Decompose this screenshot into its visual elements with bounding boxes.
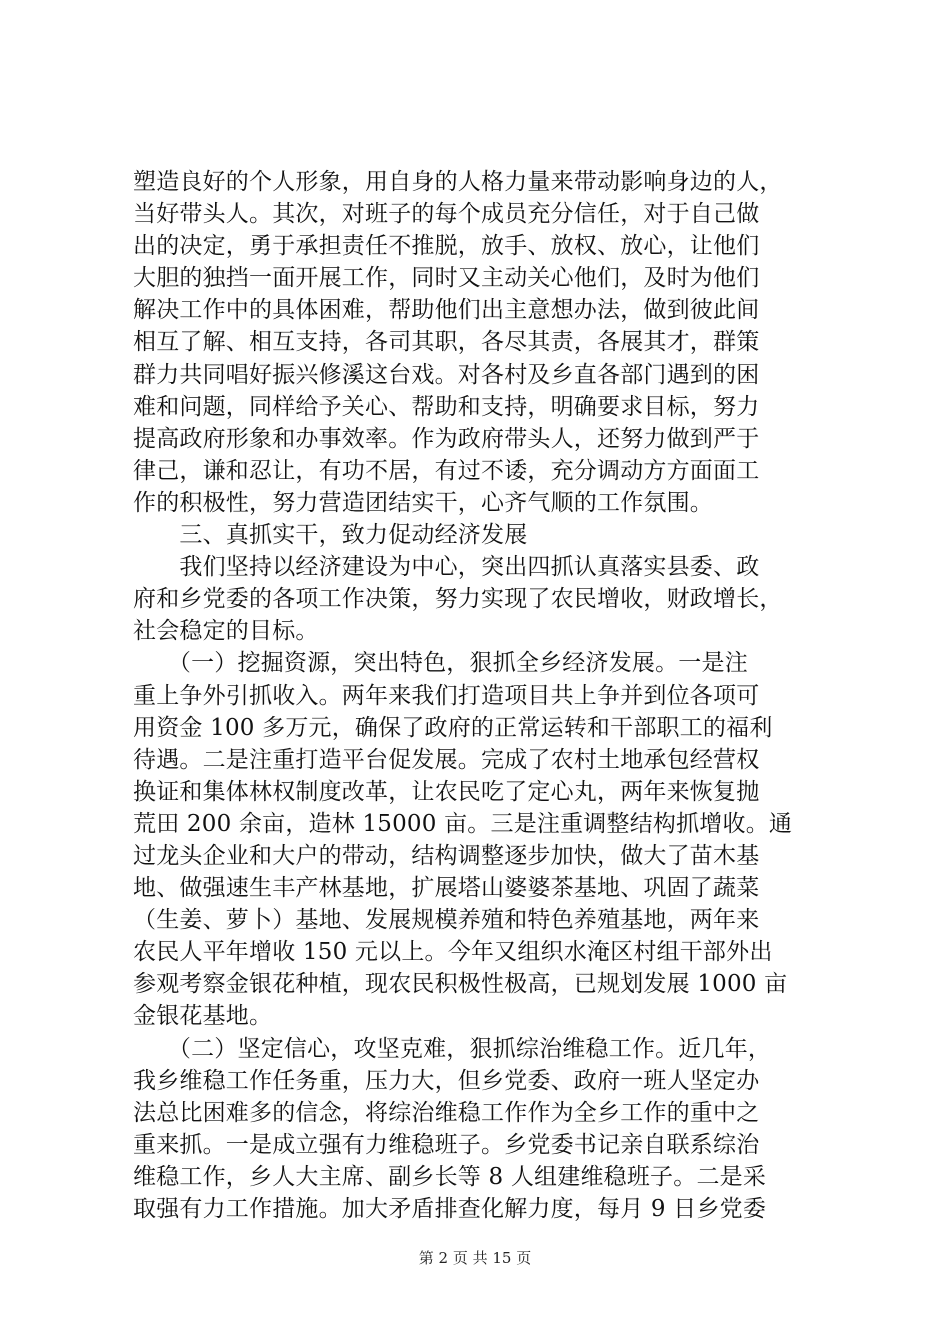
text-line: 社会稳定的目标。 bbox=[133, 618, 319, 645]
text-line: 当好带头人。其次，对班子的每个成员充分信任，对于自己做 bbox=[133, 201, 760, 228]
text-line: 重上争外引抓收入。两年来我们打造项目共上争并到位各项可 bbox=[133, 682, 760, 709]
text-line: （一）挖掘资源，突出特色，狠抓全乡经济发展。一是注 bbox=[133, 650, 748, 677]
text-line: 我们坚持以经济建设为中心，突出四抓认真落实县委、政 bbox=[133, 554, 760, 581]
text-line: 作的积极性，努力营造团结实干，心齐气顺的工作氛围。 bbox=[133, 489, 713, 516]
body-text bbox=[133, 166, 833, 1225]
text-line: 群力共同唱好振兴修溪这台戏。对各村及乡直各部门遇到的困 bbox=[133, 361, 760, 388]
text-line: （生姜、萝卜）基地、发展规模养殖和特色养殖基地，两年来 bbox=[133, 907, 760, 934]
section-heading: 三、真抓实干，致力促动经济发展 bbox=[133, 522, 528, 549]
text-line: 重来抓。一是成立强有力维稳班子。乡党委书记亲自联系综治 bbox=[133, 1131, 760, 1158]
text-line: 我乡维稳工作任务重，压力大，但乡党委、政府一班人坚定办 bbox=[133, 1067, 760, 1094]
text-line: 律己，谦和忍让，有功不居，有过不诿，充分调动方方面面工 bbox=[133, 457, 760, 484]
text-line: （二）坚定信心，攻坚克难，狠抓综治维稳工作。近几年， bbox=[133, 1035, 772, 1062]
text-line: 塑造良好的个人形象，用自身的人格力量来带动影响身边的人， bbox=[133, 169, 783, 195]
text-line: 解决工作中的具体困难，帮助他们出主意想办法，做到彼此间 bbox=[133, 297, 760, 324]
page-number-footer: 第 2 页 共 15 页 bbox=[418, 1249, 532, 1267]
text-line: 提高政府形象和办事效率。作为政府带头人，还努力做到严于 bbox=[133, 425, 760, 452]
text-line: 维稳工作，乡人大主席、副乡长等 8 人组建维稳班子。二是采 bbox=[133, 1163, 767, 1190]
text-line: 农民人平年增收 150 元以上。今年又组织水淹区村组干部外出 bbox=[133, 939, 773, 966]
text-line: 法总比困难多的信念，将综治维稳工作作为全乡工作的重中之 bbox=[133, 1099, 760, 1126]
text-line: 用资金 100 多万元，确保了政府的正常运转和干部职工的福利 bbox=[133, 714, 773, 741]
text-line: 参观考察金银花种植，现农民积极性极高，已规划发展 1000 亩 bbox=[133, 971, 788, 998]
text-line: 取强有力工作措施。加大矛盾排查化解力度，每月 9 日乡党委 bbox=[133, 1196, 767, 1222]
text-line: 过龙头企业和大户的带动，结构调整逐步加快，做大了苗木基 bbox=[133, 842, 760, 869]
text-line: 出的决定，勇于承担责任不推脱，放手、放权、放心，让他们 bbox=[133, 233, 760, 260]
text-line: 待遇。二是注重打造平台促发展。完成了农村土地承包经营权 bbox=[133, 746, 760, 773]
text-line: 府和乡党委的各项工作决策，努力实现了农民增收，财政增长， bbox=[133, 586, 783, 613]
text-line: 荒田 200 余亩，造林 15000 亩。三是注重调整结构抓增收。通 bbox=[133, 810, 793, 837]
text-line: 难和问题，同样给予关心、帮助和支持，明确要求目标，努力 bbox=[133, 393, 760, 420]
text-line: 相互了解、相互支持，各司其职，各尽其责，各展其才，群策 bbox=[133, 329, 760, 356]
text-line: 大胆的独挡一面开展工作，同时又主动关心他们，及时为他们 bbox=[133, 265, 760, 292]
text-line: 地、做强速生丰产林基地，扩展塔山婆婆茶基地、巩固了蔬菜 bbox=[133, 875, 760, 902]
text-line: 换证和集体林权制度改革，让农民吃了定心丸，两年来恢复抛 bbox=[133, 778, 760, 805]
text-line: 金银花基地。 bbox=[133, 1003, 273, 1030]
